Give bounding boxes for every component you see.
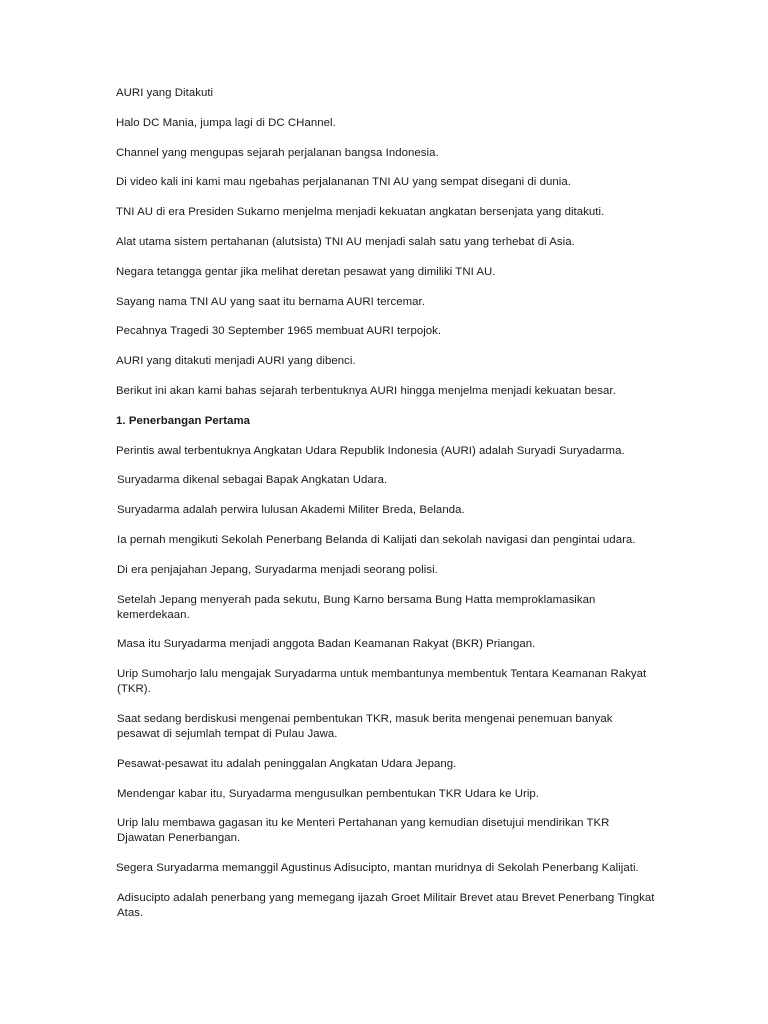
paragraph: Suryadarma dikenal sebagai Bapak Angkatan Udara.: [117, 474, 388, 487]
document-body: [116, 86, 656, 936]
paragraph: AURI yang ditakuti menjadi AURI yang dibenci.: [116, 355, 356, 368]
paragraph: Masa itu Suryadarma menjadi anggota Badan Keamanan Rakyat (BKR) Priangan.: [117, 638, 536, 651]
paragraph: Suryadarma adalah perwira lulusan Akademi Militer Breda, Belanda.: [117, 504, 465, 517]
document-title: AURI yang Ditakuti: [116, 87, 214, 99]
paragraph: Segera Suryadarma memanggil Agustinus Adisucipto, mantan muridnya di Sekolah Penerbang Kalijati.: [116, 862, 639, 875]
paragraph: Adisucipto adalah penerbang yang memegang ijazah Groet Militair Brevet atau Brevet Penerbang Tingkat Atas.: [117, 891, 655, 919]
paragraph: Alat utama sistem pertahanan (alutsista) TNI AU menjadi salah satu yang terhebat di Asia.: [116, 235, 575, 248]
paragraph: Setelah Jepang menyerah pada sekutu, Bung Karno bersama Bung Hatta memproklamasikan kemerdekaan.: [117, 593, 596, 621]
paragraph: Mendengar kabar itu, Suryadarma mengusulkan pembentukan TKR Udara ke Urip.: [117, 787, 539, 800]
paragraph: Ia pernah mengikuti Sekolah Penerbang Belanda di Kalijati dan sekolah navigasi dan pengintai udara.: [117, 533, 636, 546]
paragraph: Sayang nama TNI AU yang saat itu bernama AURI tercemar.: [116, 295, 425, 308]
paragraph: Urip lalu membawa gagasan itu ke Menteri Pertahanan yang kemudian disetujui mendirikan TKR Djawatan Penerbangan.: [117, 817, 610, 845]
paragraph: Berikut ini akan kami bahas sejarah terbentuknya AURI hingga menjelma menjadi kekuatan besar.: [116, 384, 616, 397]
paragraph: Channel yang mengupas sejarah perjalanan bangsa Indonesia.: [116, 146, 439, 159]
paragraph: Urip Sumoharjo lalu mengajak Suryadarma untuk membantunya membentuk Tentara Keamanan Rakyat (TKR).: [117, 668, 647, 696]
paragraph: Di era penjajahan Jepang, Suryadarma menjadi seorang polisi.: [117, 563, 438, 576]
section-heading: 1. Penerbangan Pertama: [116, 414, 251, 427]
paragraph: Di video kali ini kami mau ngebahas perjalananan TNI AU yang sempat disegani di dunia.: [116, 176, 571, 189]
paragraph: Negara tetangga gentar jika melihat deretan pesawat yang dimiliki TNI AU.: [116, 265, 496, 278]
paragraph: Perintis awal terbentuknya Angkatan Udara Republik Indonesia (AURI) adalah Suryadi Suryadarma.: [116, 444, 625, 457]
paragraph: TNI AU di era Presiden Sukarno menjelma menjadi kekuatan angkatan bersenjata yang ditakuti.: [116, 206, 605, 219]
paragraph: Saat sedang berdiskusi mengenai pembentukan TKR, masuk berita mengenai penemuan banyak pesawat di sejumlah tempat di Pulau Jawa.: [117, 712, 613, 740]
paragraph: Halo DC Mania, jumpa lagi di DC CHannel.: [116, 116, 336, 129]
paragraph: Pesawat-pesawat itu adalah peninggalan Angkatan Udara Jepang.: [117, 757, 457, 770]
paragraph: Pecahnya Tragedi 30 September 1965 membuat AURI terpojok.: [116, 325, 442, 338]
